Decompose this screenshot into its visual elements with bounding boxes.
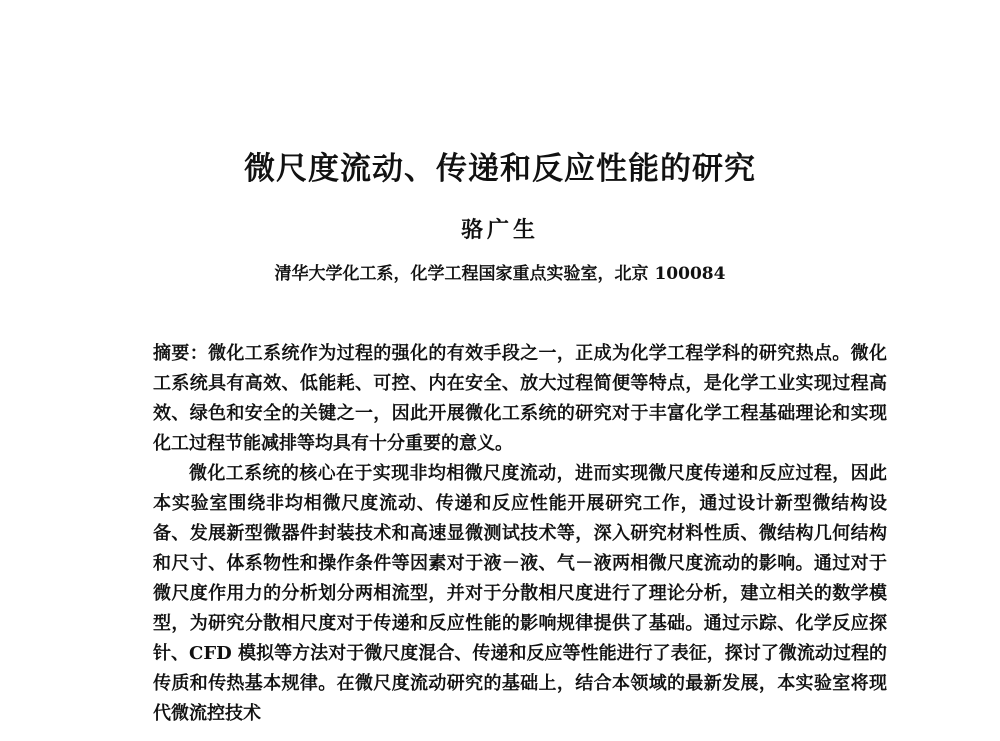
abstract-paragraph <box>153 339 887 459</box>
abstract-label: 摘要： <box>153 343 209 364</box>
abstract-body <box>153 339 887 729</box>
author-affiliation: 清华大学化工系，化学工程国家重点实验室，北京 100084 <box>274 264 726 284</box>
abstract-text: 微化工系统作为过程的强化的有效手段之一，正成为化学工程学科的研究热点。微化工系统具有高效、低能耗、可控、内在安全、放大过程简便等特点，是化学工业实现过程高效、绿色和安全的关键之一，因此开展微化工系统的研究对于丰富化学工程基础理论和实现化工过程节能减排等均具有十分重要的意义。 <box>153 343 887 454</box>
author-name: 骆广生 <box>460 217 539 243</box>
paper-title: 微尺度流动、传递和反应性能的研究 <box>244 151 756 187</box>
body-paragraph-2: 微化工系统的核心在于实现非均相微尺度流动，进而实现微尺度传递和反应过程，因此本实验室围绕非均相微尺度流动、传递和反应性能开展研究工作，通过设计新型微结构设备、发展新型微器件封装技术和高速显微测试技术等，深入研究材料性质、微结构几何结构和尺寸、体系物性和操作条件等因素对于液－液、气－液两相微尺度流动的影响。通过对于微尺度作用力的分析划分两相流型，并对于分散相尺度进行了理论分析，建立相关的数学模型，为研究分散相尺度对于传递和反应性能的影响规律提供了基础。通过示踪、化学反应探针、CFD 模拟等方法对于微尺度混合、传递和反应等性能进行了表征，探讨了微流动过程的传质和传热基本规律。在微尺度流动研究的基础上，结合本领域的最新发展，本实验室将现代微流控技术 <box>153 463 887 724</box>
